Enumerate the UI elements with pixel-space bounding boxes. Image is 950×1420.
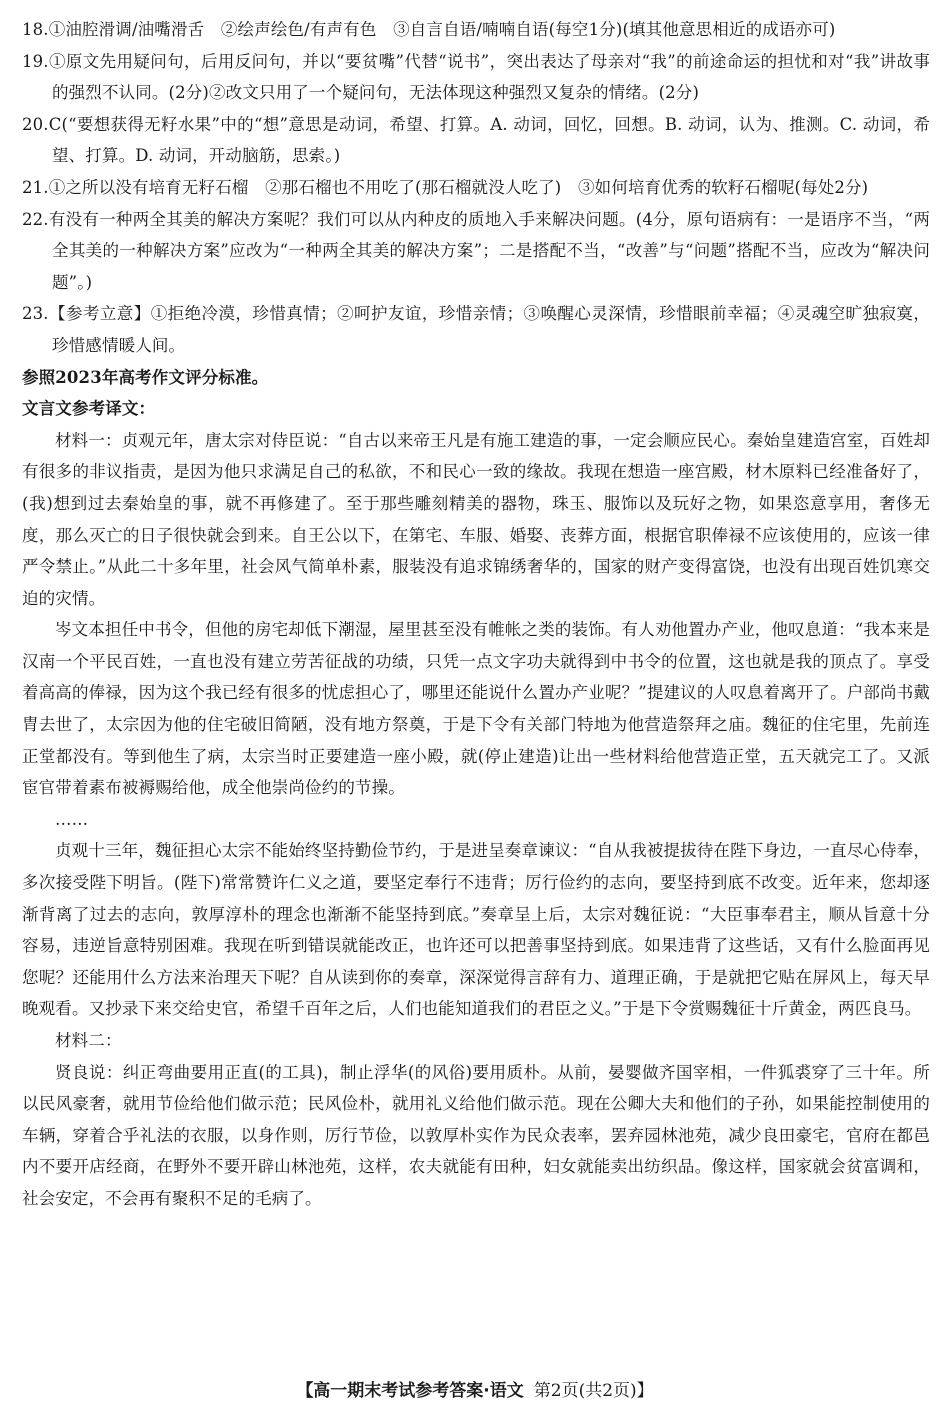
answer-text: ①油腔滑调/油嘴滑舌 ②绘声绘色/有声有色 ③自言自语/喃喃自语(每空1分)(填其他意思相近的成语亦可) bbox=[48, 20, 836, 39]
answer-number: 18. bbox=[22, 20, 49, 39]
answer-number: 19. bbox=[22, 51, 49, 71]
answer-text: 有没有一种两全其美的解决方案呢？我们可以从内种皮的质地入手来解决问题。(4分，原句语病有：一是语序不当，“两全其美的一种解决方案”应改为“一种两全其美的解决方案”；二是搭配不当，“改善”与“问题”搭配不当，应改为“解决问题”。) bbox=[48, 209, 930, 292]
translation-heading: 文言文参考译文： bbox=[22, 399, 156, 419]
answer-sheet bbox=[22, 14, 930, 1215]
answer-text: ①之所以没有培育无籽石榴 ②那石榴也不用吃了(那石榴就没人吃了) ③如何培育优秀的软籽石榴呢(每处2分) bbox=[48, 177, 869, 197]
page-footer bbox=[0, 1376, 950, 1401]
answer-20 bbox=[22, 109, 930, 172]
answer-19 bbox=[22, 46, 930, 109]
answer-text: ①原文先用疑问句，后用反问句，并以“要贫嘴”代替“说书”，突出表达了母亲对“我”的前途命运的担忧和对“我”讲故事的强烈不认同。(2分)②改文只用了一个疑问句，无法体现这种强烈又复杂的情绪。(2分) bbox=[48, 51, 930, 103]
answer-number: 22. bbox=[22, 209, 49, 229]
answer-number: 23. bbox=[22, 304, 49, 324]
answer-23 bbox=[22, 298, 930, 361]
answer-text: C(“要想获得无籽水果”中的“想”意思是动词，希望、打算。A. 动词，回忆，回想。B. 动词，认为、推测。C. 动词，希望、打算。D. 动词，开动脑筋，思索。) bbox=[48, 114, 930, 166]
footer-title: 【高一期末考试参考答案·语文 bbox=[296, 1381, 524, 1401]
scoring-note: 参照2023年高考作文评分标准。 bbox=[22, 367, 269, 387]
answer-18 bbox=[22, 14, 930, 46]
answer-number: 20. bbox=[22, 114, 49, 134]
footer-page-number: 第2页(共2页)】 bbox=[533, 1381, 654, 1401]
answer-21 bbox=[22, 172, 930, 204]
answer-text: 【参考立意】①拒绝冷漠，珍惜真情；②呵护友谊，珍惜亲情；③唤醒心灵深情，珍惜眼前幸福；④灵魂空旷独寂寞，珍惜感情暖人间。 bbox=[48, 304, 930, 355]
translation-paragraph-1: 材料一：贞观元年，唐太宗对侍臣说：“自古以来帝王凡是有施工建造的事，一定会顺应民心。秦始皇建造宫室，百姓却有很多的非议指责，是因为他只求满足自己的私欲，不和民心一致的缘故。我现在想造一座宫殿，材木原料已经准备好了，(我)想到过去秦始皇的事，就不再修建了。至于那些雕刻精美的器物，珠玉、服饰以及玩好之物，如果恣意享用，奢侈无度，那么灭亡的日子很快就会到来。自王公以下，在第宅、车服、婚娶、丧葬方面，根据官职俸禄不应该使用的，应该一律严令禁止。”从此二十多年里，社会风气简单朴素，服装没有追求锦绣奢华的，国家的财产变得富饶，也没有出现百姓饥寒交迫的灾情。 bbox=[22, 430, 930, 608]
answer-number: 21. bbox=[22, 177, 49, 197]
translation-paragraph-2: 岑文本担任中书令，但他的房宅却低下潮湿，屋里甚至没有帷帐之类的装饰。有人劝他置办产业，他叹息道：“我本来是汉南一个平民百姓，一直也没有建立劳苦征战的功绩，只凭一点文字功夫就得到中书令的位置，这也就是我的顶点了。享受着高高的俸禄，因为这个我已经有很多的忧虑担心了，哪里还能说什么置办产业呢？”提建议的人叹息着离开了。户部尚书戴胄去世了，太宗因为他的住宅破旧简陋，没有地方祭奠，于是下令有关部门特地为他营造祭拜之庙。魏征的住宅里，先前连正堂都没有。等到他生了病，太宗当时正要建造一座小殿，就(停止建造)让出一些材料给他营造正堂，五天就完工了。又派宦官带着素布被褥赐给他，成全他崇尚俭约的节操。 bbox=[22, 620, 930, 798]
material-two-label: 材料二： bbox=[55, 1031, 122, 1050]
omission-ellipsis: …… bbox=[55, 809, 89, 829]
translation-paragraph-4: 贤良说：纠正弯曲要用正直(的工具)，制止浮华(的风俗)要用质朴。从前，晏婴做齐国宰相，一件狐裘穿了三十年。所以民风豪奢，就用节俭给他们做示范；民风俭朴，就用礼义给他们做示范。现在公卿大夫和他们的子孙，如果能控制使用的车辆，穿着合乎礼法的衣服，以身作则，厉行节俭，以敦厚朴实作为民众表率，罢弃园林池苑，减少良田豪宅，官府在都邑内不要开店经商，在野外不要开辟山林池苑，这样，农夫就能有田种，妇女就能卖出纺织品。像这样，国家就会贫富调和，社会安定，不会再有聚积不足的毛病了。 bbox=[22, 1062, 930, 1208]
translation-paragraph-3: 贞观十三年，魏征担心太宗不能始终坚持勤俭节约，于是进呈奏章谏议：“自从我被提拔待在陛下身边，一直尽心侍奉，多次接受陛下明旨。(陛下)常常赞许仁义之道，要坚定奉行不违背；厉行俭约的志向，要坚持到底不改变。近年来，您却逐渐背离了过去的志向，敦厚淳朴的理念也渐渐不能坚持到底。”奏章呈上后，太宗对魏征说：“大臣事奉君主，顺从旨意十分容易，违逆旨意特别困难。我现在听到错误就能改正，也许还可以把善事坚持到底。如果违背了这些话，又有什么脸面再见您呢？还能用什么方法来治理天下呢？自从读到你的奏章，深深觉得言辞有力、道理正确，于是就把它贴在屏风上，每天早晚观看。又抄录下来交给史官，希望千百年之后，人们也能知道我们的君臣之义。”于是下令赏赐魏征十斤黄金，两匹良马。 bbox=[22, 841, 930, 1019]
answer-22 bbox=[22, 204, 930, 299]
